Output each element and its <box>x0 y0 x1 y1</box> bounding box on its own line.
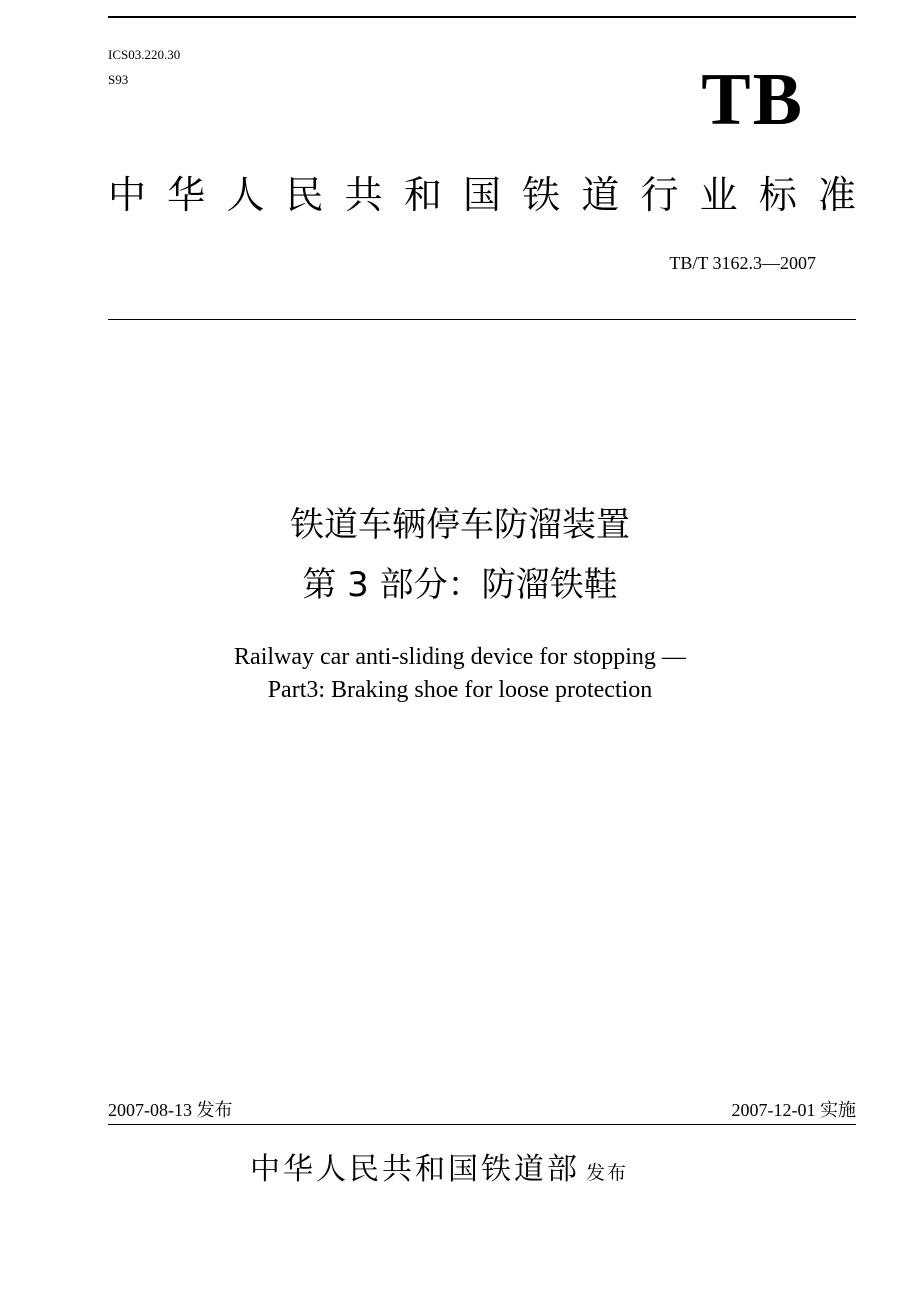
publisher <box>250 1148 628 1195</box>
standard-number: TB/T 3162.3—2007 <box>669 253 816 273</box>
ics-code: ICS03.220.30 <box>108 47 181 62</box>
tb-logo: TB <box>701 59 804 141</box>
title-cn-line1: 铁道车辆停车防溜装置 <box>290 505 630 545</box>
issue-date: 2007-08-13 发布 <box>108 1100 233 1120</box>
title-en-line2: Part3: Braking shoe for loose protection <box>267 677 653 703</box>
classification-code: S93 <box>108 72 129 87</box>
footer-divider <box>108 1124 856 1125</box>
publisher-suffix: 发布 <box>586 1162 629 1184</box>
title-en-line1: Railway car anti-sliding device for stopping — <box>234 644 686 670</box>
publisher-name: 中华人民共和国铁道部 <box>250 1152 580 1187</box>
title-cn-line2: 第 3 部分：防溜铁鞋 <box>302 565 618 605</box>
implementation-date: 2007-12-01 实施 <box>731 1100 856 1120</box>
header-divider <box>108 319 856 320</box>
top-rule <box>108 16 856 18</box>
industry-standard-heading: 中华人民共和国铁道行业标准 <box>108 173 856 217</box>
